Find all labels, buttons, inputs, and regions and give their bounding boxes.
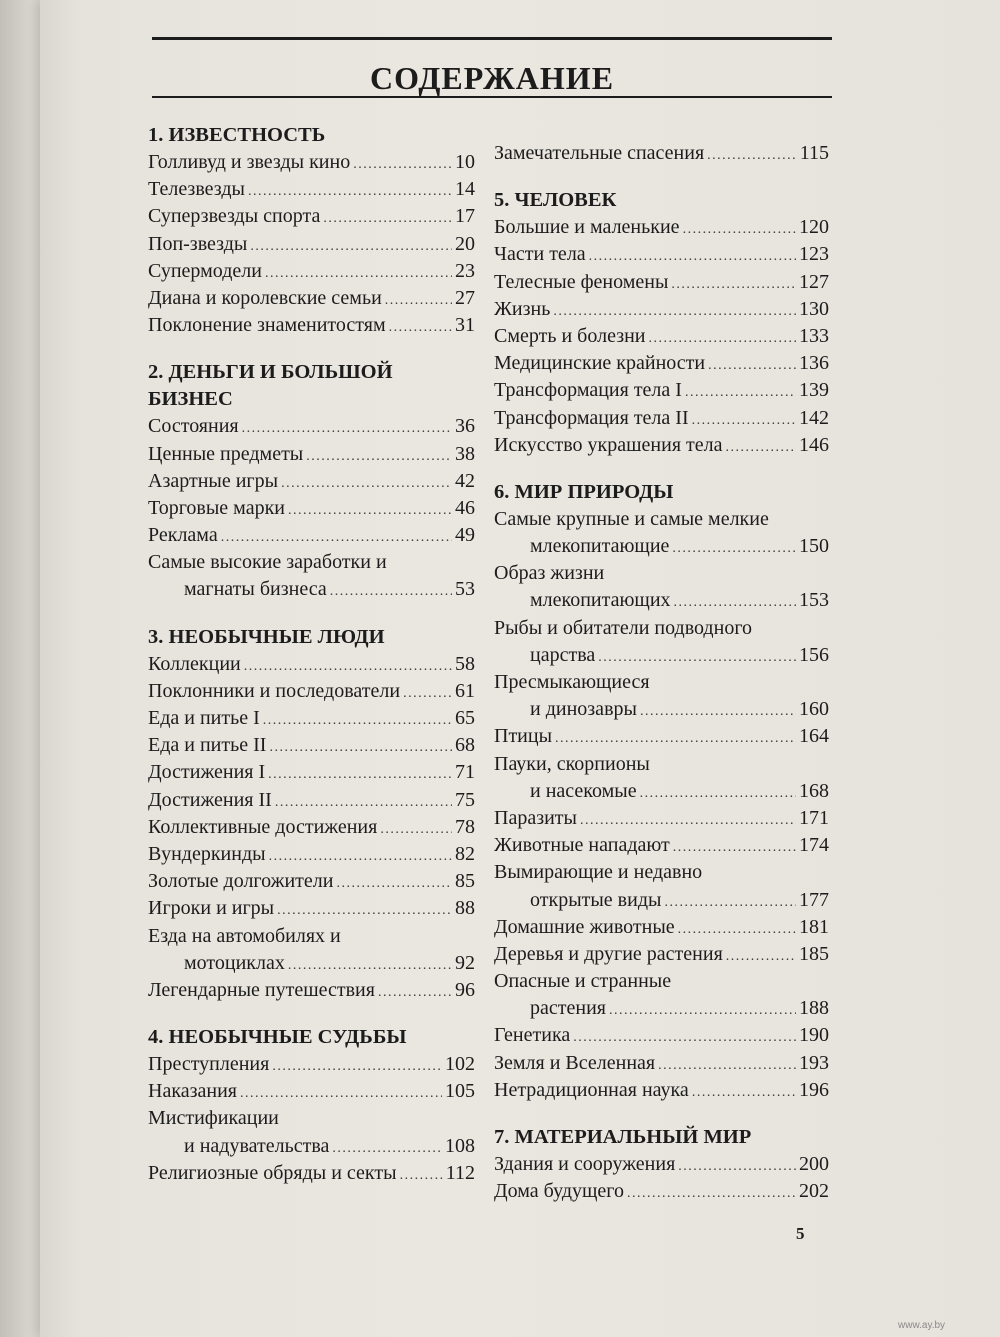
dot-leader <box>708 352 796 379</box>
dot-leader <box>353 151 452 178</box>
dot-leader <box>692 407 796 434</box>
entry-title: Самые высокие заработки и <box>148 551 387 574</box>
section-heading <box>148 359 475 413</box>
entry-page: 196 <box>799 1078 829 1101</box>
entry-page: 17 <box>455 205 475 228</box>
entry-page: 123 <box>799 243 829 266</box>
toc-entry <box>494 506 829 560</box>
toc-entry-line <box>494 995 829 1022</box>
entry-page: 108 <box>445 1134 475 1157</box>
dot-leader <box>306 443 452 470</box>
entry-page: 71 <box>455 761 475 784</box>
entry-title-continued: и надувательства <box>184 1134 330 1157</box>
toc-entry <box>148 868 475 895</box>
entry-title: Преступления <box>148 1053 270 1076</box>
entry-page: 85 <box>455 870 475 893</box>
toc-entry <box>494 968 829 1022</box>
entry-page: 156 <box>799 643 829 666</box>
toc-entry <box>494 140 829 167</box>
entry-page: 185 <box>799 942 829 965</box>
dot-leader <box>330 578 452 605</box>
toc-entry <box>148 176 475 203</box>
toc-entry <box>148 841 475 868</box>
entry-title: Замечательные спасения <box>494 142 705 164</box>
entry-title: Ценные предметы <box>148 442 304 465</box>
entry-title: Вундеркинды <box>148 842 266 865</box>
entry-title: Домашние животные <box>494 915 675 938</box>
dot-leader <box>380 816 452 843</box>
toc-entry <box>494 560 829 614</box>
dot-leader <box>263 707 452 734</box>
toc-entry-line <box>148 923 475 950</box>
toc-entry-line <box>494 615 829 642</box>
section-heading-line: 7. МАТЕРИАЛЬНЫЙ МИР <box>494 1126 752 1148</box>
entry-title: Образ жизни <box>494 562 605 585</box>
toc-entry-line <box>494 669 829 696</box>
entry-title: Телесные феномены <box>494 270 669 293</box>
title-rule-top <box>152 37 832 40</box>
dot-leader <box>678 1153 796 1180</box>
section-heading <box>148 624 475 651</box>
toc-entry <box>148 203 475 230</box>
entry-page: 53 <box>455 578 475 601</box>
entry-page: 75 <box>455 788 475 811</box>
dot-leader <box>336 870 452 897</box>
entry-page: 115 <box>799 142 829 164</box>
dot-leader <box>378 979 452 1006</box>
dot-leader <box>275 789 452 816</box>
entry-title: Части тела <box>494 243 586 266</box>
entry-page: 102 <box>445 1053 475 1076</box>
toc-entry <box>494 405 829 432</box>
entry-title: Мистификации <box>148 1107 279 1130</box>
toc-entry-line <box>494 642 829 669</box>
toc-entry <box>494 1151 829 1178</box>
entry-page: 10 <box>455 151 475 173</box>
toc-entry <box>494 615 829 669</box>
toc-entry <box>494 1077 829 1104</box>
entry-page: 68 <box>455 734 475 757</box>
entry-title: Пауки, скорпионы <box>494 752 650 775</box>
entry-page: 20 <box>455 232 475 255</box>
toc-entry-line <box>494 968 829 995</box>
entry-page: 92 <box>455 951 475 974</box>
dot-leader <box>265 260 452 287</box>
toc-entry <box>148 231 475 258</box>
section-heading-line: 5. ЧЕЛОВЕК <box>494 189 617 212</box>
toc-entry-line <box>494 751 829 778</box>
toc-entry <box>494 941 829 968</box>
entry-page: 193 <box>799 1051 829 1074</box>
entry-title-continued: млекопитающих <box>530 589 671 612</box>
dot-leader <box>640 780 796 807</box>
toc-entry <box>494 914 829 941</box>
dot-leader <box>268 761 452 788</box>
toc-entry-line <box>494 506 829 533</box>
dot-leader <box>244 653 452 680</box>
dot-leader <box>573 1024 796 1051</box>
toc-entry-line <box>494 778 829 805</box>
entry-title: Достижения II <box>148 788 272 811</box>
entry-page: 142 <box>799 406 829 429</box>
entry-page: 88 <box>455 897 475 920</box>
entry-page: 160 <box>799 698 829 721</box>
toc-entry <box>148 787 475 814</box>
entry-title: Деревья и другие растения <box>494 942 723 965</box>
entry-title: Супермодели <box>148 259 262 282</box>
section-heading-line: 6. МИР ПРИРОДЫ <box>494 480 674 503</box>
entry-page: 188 <box>799 997 829 1020</box>
dot-leader <box>403 680 452 707</box>
dot-leader <box>658 1052 796 1079</box>
entry-title: Игроки и игры <box>148 897 275 920</box>
toc-entry <box>494 669 829 723</box>
toc-entry <box>494 805 829 832</box>
entry-title: Самые крупные и самые мелкие <box>494 507 769 530</box>
toc-entry <box>494 1050 829 1077</box>
entry-title: Жизнь <box>494 297 551 320</box>
toc-entry-line <box>494 887 829 914</box>
entry-page: 171 <box>799 806 829 829</box>
dot-leader <box>640 698 796 725</box>
entry-page: 49 <box>455 524 475 547</box>
page-title: СОДЕРЖАНИЕ <box>369 60 615 96</box>
title-rule-bottom <box>152 96 832 98</box>
entry-title-continued: открытые виды <box>530 888 662 911</box>
entry-page: 139 <box>799 379 829 402</box>
toc-entry <box>148 149 475 176</box>
section-heading-line: 1. ИЗВЕСТНОСТЬ <box>148 124 326 146</box>
toc-entry <box>494 241 829 268</box>
entry-title: Телезвезды <box>148 178 245 201</box>
toc-entry <box>494 751 829 805</box>
toc-entry <box>148 441 475 468</box>
toc-entry <box>148 977 475 1004</box>
entry-title: Здания и сооружения <box>494 1153 676 1175</box>
toc-entry-line <box>494 560 829 587</box>
dot-leader <box>726 434 796 461</box>
entry-title: Искусство украшения тела <box>494 433 723 456</box>
entry-title: Азартные игры <box>148 469 279 492</box>
dot-leader <box>580 807 796 834</box>
toc-entry-line <box>494 533 829 560</box>
toc-entry-line <box>494 696 829 723</box>
entry-title: Птицы <box>494 725 553 748</box>
dot-leader <box>332 1135 442 1162</box>
dot-leader <box>553 298 796 325</box>
toc-entry <box>148 258 475 285</box>
entry-title: Трансформация тела II <box>494 406 689 429</box>
dot-leader <box>272 1053 442 1080</box>
entry-title: Поп-звезды <box>148 232 248 255</box>
dot-leader <box>555 725 796 752</box>
section-heading-line: БИЗНЕС <box>148 388 233 411</box>
dot-leader <box>269 734 452 761</box>
toc-column-right <box>494 140 829 1205</box>
entry-title: Большие и маленькие <box>494 216 680 239</box>
dot-leader <box>685 379 796 406</box>
toc-entry <box>494 350 829 377</box>
entry-title: Генетика <box>494 1024 571 1047</box>
toc-entry <box>148 1105 475 1159</box>
section-gap <box>148 1004 475 1024</box>
entry-title-continued: растения <box>530 997 606 1020</box>
dot-leader <box>683 216 796 243</box>
toc-entry-line <box>494 859 829 886</box>
toc-entry <box>148 732 475 759</box>
dot-leader <box>248 178 452 205</box>
entry-page: 96 <box>455 978 475 1001</box>
entry-title: Пресмыкающиеся <box>494 671 650 693</box>
entry-title-continued: мотоциклах <box>184 951 285 974</box>
entry-title: Состояния <box>148 415 239 438</box>
dot-leader <box>323 205 452 232</box>
section-gap <box>494 459 829 479</box>
section-heading <box>494 1124 829 1151</box>
entry-page: 164 <box>799 725 829 748</box>
entry-page: 150 <box>799 535 829 558</box>
dot-leader <box>281 470 452 497</box>
toc-entry <box>148 814 475 841</box>
section-heading <box>148 122 475 149</box>
entry-title: Трансформация тела I <box>494 379 682 402</box>
toc-entry <box>494 1178 829 1205</box>
section-heading <box>148 1024 475 1051</box>
entry-title: Дома будущего <box>494 1180 624 1203</box>
toc-entry-line <box>148 950 475 977</box>
dot-leader <box>269 843 452 870</box>
dot-leader <box>240 1080 442 1107</box>
section-heading-line: 4. НЕОБЫЧНЫЕ СУДЬБЫ <box>148 1026 407 1049</box>
entry-page: 130 <box>799 297 829 320</box>
toc-entry <box>148 468 475 495</box>
entry-title-continued: и динозавры <box>530 698 637 721</box>
toc-entry <box>494 214 829 241</box>
entry-page: 181 <box>799 915 829 938</box>
dot-leader <box>692 1079 796 1106</box>
dot-leader <box>671 271 796 298</box>
entry-title: Реклама <box>148 524 218 547</box>
entry-page: 127 <box>799 270 829 293</box>
dot-leader <box>221 524 452 551</box>
section-gap <box>148 604 475 624</box>
entry-title: Достижения I <box>148 761 266 784</box>
entry-title: Медицинские крайности <box>494 352 706 375</box>
entry-page: 112 <box>445 1161 475 1184</box>
section-heading <box>494 479 829 506</box>
entry-title: Наказания <box>148 1080 237 1103</box>
dot-leader <box>673 834 796 861</box>
toc-entry <box>148 1078 475 1105</box>
entry-page: 14 <box>455 178 475 201</box>
dot-leader <box>649 325 797 352</box>
entry-title: Земля и Вселенная <box>494 1051 656 1074</box>
entry-page: 177 <box>799 888 829 911</box>
toc-entry <box>148 895 475 922</box>
entry-title: Нетрадиционная наука <box>494 1078 689 1101</box>
entry-title: Смерть и болезни <box>494 324 646 347</box>
entry-page: 46 <box>455 496 475 519</box>
dot-leader <box>707 142 797 169</box>
entry-page: 82 <box>455 842 475 865</box>
entry-title-continued: и насекомые <box>530 779 637 802</box>
entry-page: 36 <box>455 415 475 438</box>
dot-leader <box>674 589 796 616</box>
entry-title-continued: магнаты бизнеса <box>184 578 327 601</box>
entry-title: Вымирающие и недавно <box>494 861 703 884</box>
entry-title: Еда и питье II <box>148 734 267 757</box>
dot-leader <box>385 287 452 314</box>
dot-leader <box>288 952 452 979</box>
section-gap <box>148 339 475 359</box>
entry-page: 61 <box>455 679 475 702</box>
entry-title: Голливуд и звезды кино <box>148 151 351 173</box>
toc-column-left <box>148 122 475 1187</box>
toc-entry <box>148 705 475 732</box>
entry-title-continued: царства <box>530 643 596 666</box>
dot-leader <box>250 233 452 260</box>
entry-title: Еда и питье I <box>148 707 260 729</box>
entry-title: Суперзвезды спорта <box>148 205 321 228</box>
toc-entry <box>148 759 475 786</box>
section-gap <box>494 1104 829 1124</box>
entry-page: 31 <box>455 314 475 337</box>
toc-entry <box>148 522 475 549</box>
entry-page: 202 <box>799 1180 829 1203</box>
section-heading-line: 2. ДЕНЬГИ И БОЛЬШОЙ <box>148 361 393 384</box>
section-heading <box>494 187 829 214</box>
entry-page: 42 <box>455 469 475 492</box>
toc-entry <box>494 432 829 459</box>
entry-page: 133 <box>799 324 829 347</box>
entry-title: Животные нападают <box>494 834 670 857</box>
toc-entry <box>148 413 475 440</box>
toc-entry <box>148 1051 475 1078</box>
entry-page: 78 <box>455 815 475 838</box>
dot-leader <box>726 943 796 970</box>
entry-title-continued: млекопитающие <box>530 535 670 558</box>
entry-page: 168 <box>799 779 829 802</box>
toc-entry <box>494 269 829 296</box>
entry-page: 120 <box>799 216 829 239</box>
toc-entry <box>148 651 475 678</box>
page-number: 5 <box>796 1224 805 1243</box>
toc-entry <box>494 323 829 350</box>
toc-entry-line <box>148 1133 475 1160</box>
dot-leader <box>664 889 796 916</box>
entry-title: Золотые долгожители <box>148 870 334 893</box>
entry-page: 136 <box>799 352 829 375</box>
toc-entry <box>148 285 475 312</box>
dot-leader <box>672 535 796 562</box>
entry-page: 200 <box>799 1153 829 1175</box>
entry-title: Опасные и странные <box>494 970 672 993</box>
dot-leader <box>627 1180 796 1207</box>
section-gap <box>494 167 829 187</box>
toc-entry-line <box>148 549 475 576</box>
toc-entry-line <box>494 587 829 614</box>
toc-entry <box>494 723 829 750</box>
entry-page: 27 <box>455 286 475 309</box>
entry-page: 38 <box>455 442 475 465</box>
toc-entry-line <box>148 1105 475 1132</box>
toc-entry <box>494 296 829 323</box>
dot-leader <box>277 897 452 924</box>
entry-title: Легендарные путешествия <box>148 978 375 1001</box>
entry-page: 105 <box>445 1080 475 1103</box>
entry-page: 190 <box>799 1024 829 1047</box>
entry-title: Коллективные достижения <box>148 815 378 838</box>
entry-title: Рыбы и обитатели подводного <box>494 616 753 639</box>
toc-entry <box>494 1022 829 1049</box>
dot-leader <box>389 314 452 341</box>
entry-title: Поклонение знаменитостям <box>148 314 386 337</box>
toc-entry <box>494 832 829 859</box>
dot-leader <box>609 997 796 1024</box>
entry-title: Торговые марки <box>148 496 285 519</box>
entry-page: 153 <box>799 589 829 612</box>
dot-leader <box>678 916 796 943</box>
entry-page: 23 <box>455 259 475 282</box>
entry-title: Поклонники и последователи <box>148 679 401 702</box>
dot-leader <box>288 497 452 524</box>
entry-title: Коллекции <box>148 652 241 675</box>
watermark: www.ay.by <box>898 1320 946 1331</box>
toc-entry <box>148 678 475 705</box>
dot-leader <box>400 1162 443 1189</box>
entry-page: 174 <box>799 834 829 857</box>
entry-title: Паразиты <box>494 806 577 829</box>
entry-title: Религиозные обряды и секты <box>148 1161 397 1184</box>
toc-entry <box>148 312 475 339</box>
entry-title: Езда на автомобилях и <box>148 924 341 947</box>
toc-entry <box>494 377 829 404</box>
section-heading-line: 3. НЕОБЫЧНЫЕ ЛЮДИ <box>148 625 385 648</box>
dot-leader <box>589 243 796 270</box>
entry-page: 58 <box>455 652 475 675</box>
entry-page: 146 <box>799 433 829 456</box>
entry-page: 65 <box>455 707 475 729</box>
dot-leader <box>598 644 796 671</box>
entry-title: Диана и королевские семьи <box>148 286 382 309</box>
toc-entry <box>148 1160 475 1187</box>
dot-leader <box>242 415 452 442</box>
toc-entry <box>148 923 475 977</box>
toc-entry-line <box>148 576 475 603</box>
toc-entry <box>148 549 475 603</box>
toc-entry <box>148 495 475 522</box>
toc-entry <box>494 859 829 913</box>
